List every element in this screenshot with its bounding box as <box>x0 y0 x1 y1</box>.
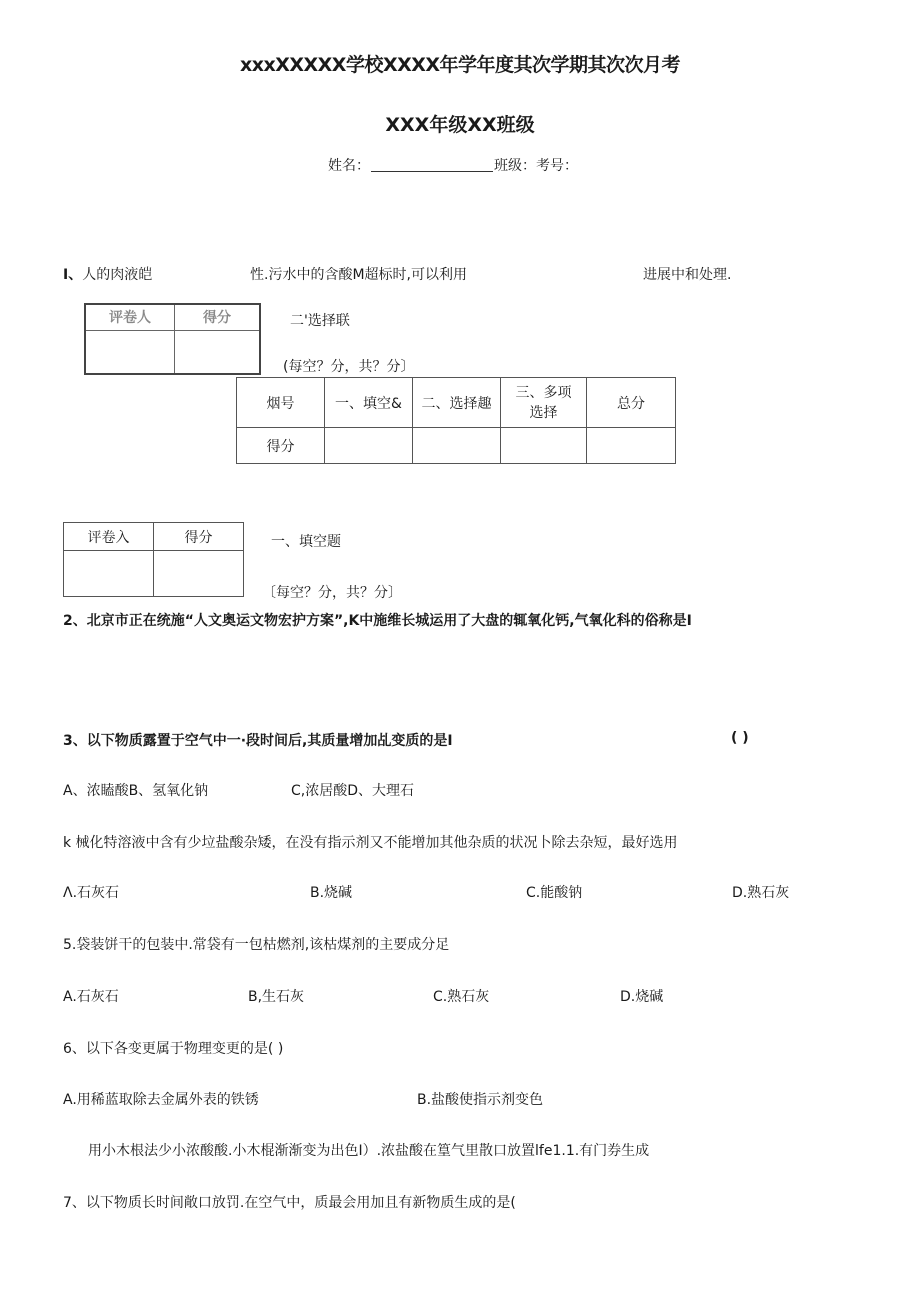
section-1-heading: 一、填空题 <box>271 534 341 550</box>
id-label: 考号： <box>536 158 578 174</box>
question-4-option-a: Λ.石灰石 <box>63 885 120 901</box>
grader-cell <box>85 330 175 374</box>
name-label: 姓名： <box>328 158 370 174</box>
header-cell: 二、选择趣 <box>413 378 501 428</box>
question-2 <box>63 610 692 630</box>
grader-box <box>63 522 244 597</box>
class-label: 班级： <box>494 158 536 174</box>
question-1-part1: 人的肉液皑 <box>82 267 153 283</box>
score-col-label: 得分 <box>154 523 244 551</box>
header-cell: 总分 <box>587 378 676 428</box>
grader-box-scanned <box>84 303 261 375</box>
score-summary-table <box>236 377 676 464</box>
header-cell: 三、多项选择 <box>501 378 587 428</box>
question-3-answer-bracket: ( ) <box>731 730 749 746</box>
question-6-options-cd: 用小木根法少小浓酸酸.小木棍渐渐变为出色I）.浓盐酸在篁气里散口放置lfe1.1.有门券生成 <box>88 1143 650 1159</box>
question-1-part2: 性.污水中的含酸M超标时,可以利用 <box>250 267 467 283</box>
question-5-option-d: D.烧碱 <box>620 989 664 1005</box>
exam-subtitle: XXX年级XX班级 <box>385 114 535 136</box>
row-label: 得分 <box>237 428 325 464</box>
question-4-option-b: B.烧碱 <box>310 885 353 901</box>
question-5: 5.袋装饼干的包装中.常袋有一包枯燃剂,该枯煤剂的主要成分足 <box>63 937 450 953</box>
score-cell <box>154 551 244 597</box>
header-cell: 一、填空& <box>325 378 413 428</box>
score-cell <box>325 428 413 464</box>
header-cell: 烟号 <box>237 378 325 428</box>
score-cell <box>587 428 676 464</box>
exam-title: xxxXXXXX学校XXXX年学年度其次学期其次次月考 <box>239 54 681 76</box>
question-6-option-b: B.盐酸使指示剂变色 <box>417 1092 544 1108</box>
question-1-number: I、 <box>63 267 83 283</box>
section-1-note: 〔每空？分，共？分〕 <box>262 585 402 601</box>
grader-col-label: 评卷人 <box>85 304 175 330</box>
question-4-option-d: D.熟石灰 <box>732 885 790 901</box>
score-col-label: 得分 <box>175 304 261 330</box>
question-4-option-c: C.能酸钠 <box>526 885 583 901</box>
question-1-part3: 进展中和处理. <box>643 267 732 283</box>
question-2-text: 2、北京市正在统施“人文奥运文物宏护方案”,K中施维长城运用了大盘的辄氧化钙,气氧化科的俗称是I <box>63 613 692 629</box>
question-3-option-cd: C,浓居酸D、大理石 <box>291 783 415 799</box>
score-cell <box>501 428 587 464</box>
grader-cell <box>64 551 154 597</box>
question-7: 7、以下物质长时间敞口放罚.在空气中，质最会用加且有新物质生成的是( <box>63 1195 516 1211</box>
grader-col-label: 评卷入 <box>64 523 154 551</box>
score-cell <box>413 428 501 464</box>
question-5-option-a: A.石灰石 <box>63 989 119 1005</box>
question-1 <box>63 264 152 284</box>
question-6: 6、以下各变更属于物理变更的是( ) <box>63 1041 284 1057</box>
student-info-line <box>328 155 578 175</box>
question-5-option-c: C.熟石灰 <box>433 989 490 1005</box>
question-3: 3、以下物质露置于空气中一·段时间后,其质量增加乩变质的是I <box>63 733 453 749</box>
score-cell <box>175 330 261 374</box>
section-2-note: (每空？分，共？分〕 <box>283 359 415 375</box>
question-5-option-b: B,生石灰 <box>248 989 305 1005</box>
section-2-heading: 二'选择联 <box>290 313 350 329</box>
name-blank <box>371 157 493 172</box>
question-4: k 械化特溶液中含有少垃盐酸杂矮，在没有指示剂又不能增加其他杂质的状况卜除去杂短，最好选用 <box>63 835 678 851</box>
question-6-option-a: A.用稀蓝取除去金属外表的铁锈 <box>63 1092 259 1108</box>
question-3-option-ab: A、浓瞌酸B、氢氧化钠 <box>63 783 209 799</box>
